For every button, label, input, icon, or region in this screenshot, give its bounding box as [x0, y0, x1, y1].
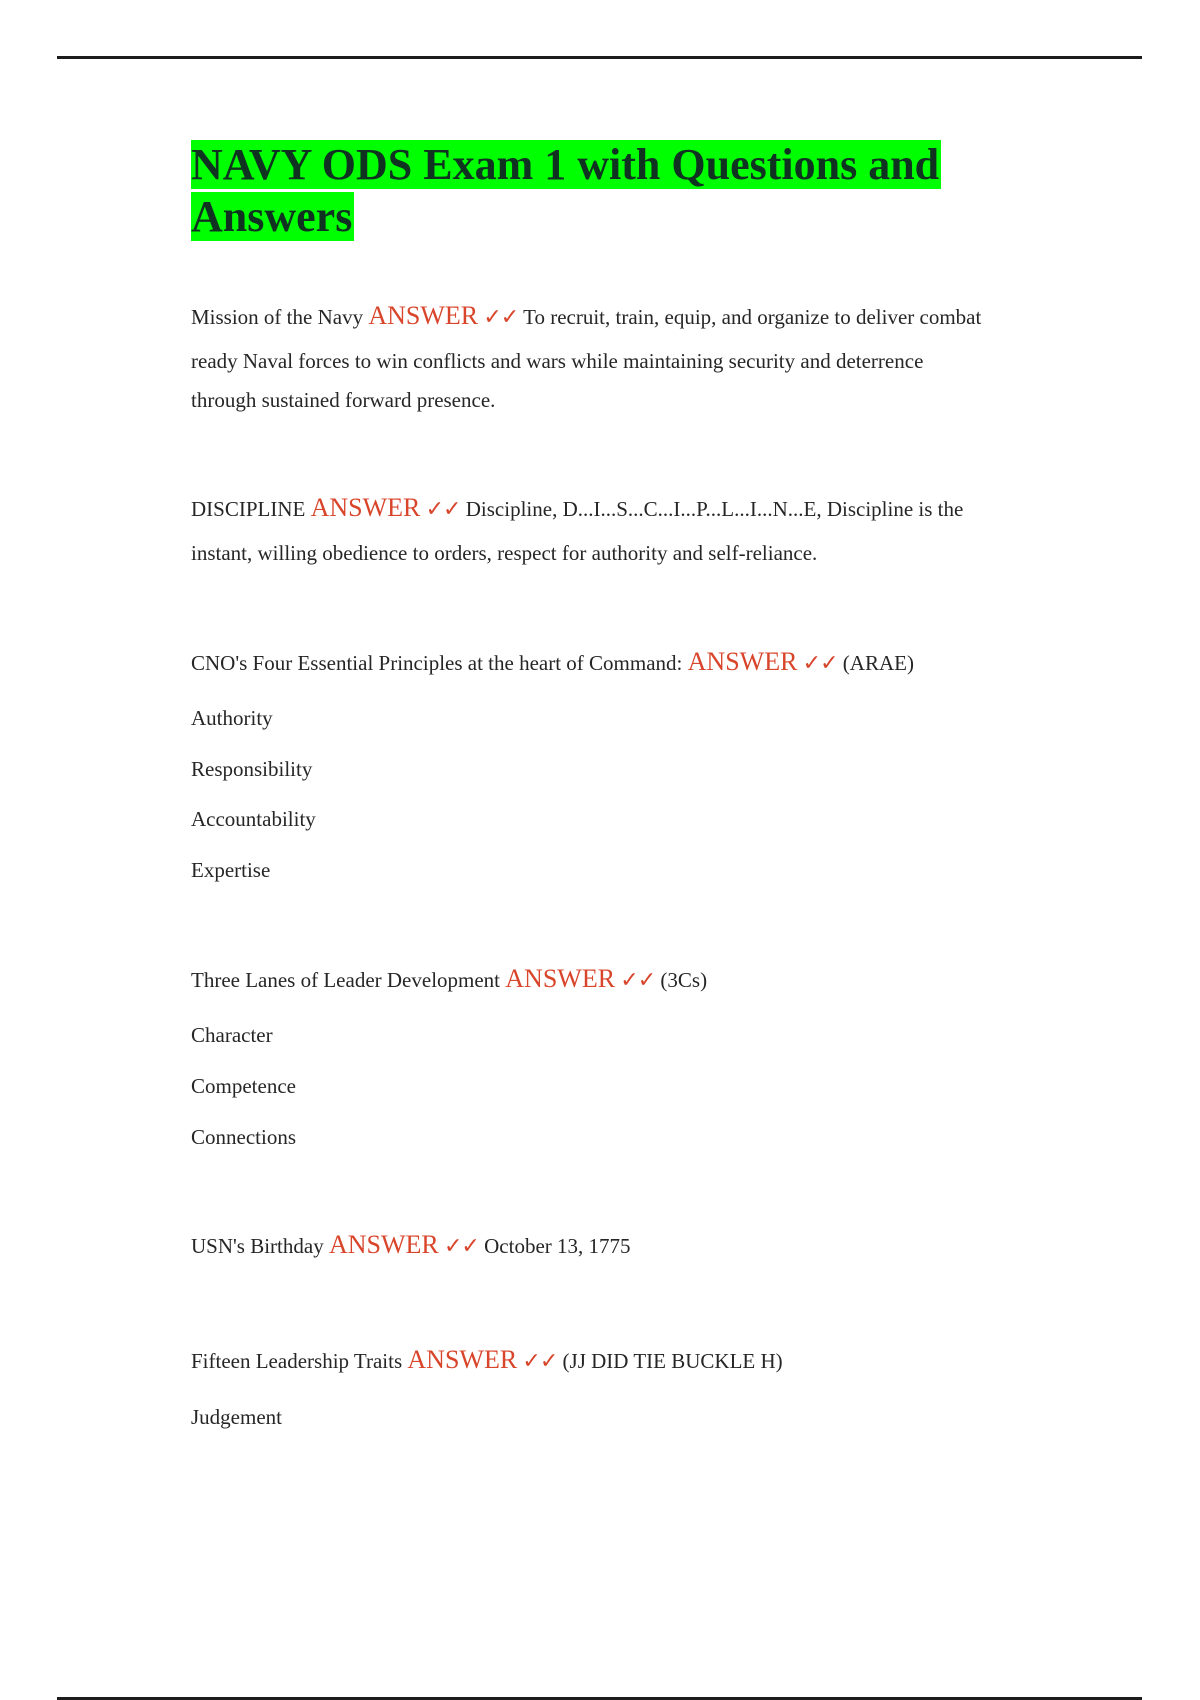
qa-mission-line1 — [191, 302, 981, 332]
answer-text: (ARAE) — [842, 651, 914, 675]
qa-discipline-line2: instant, willing obedience to orders, respect for authority and self-reliance. — [191, 541, 818, 565]
double-check-icon: ✓✓ — [483, 305, 519, 330]
answer-text: October 13, 1775 — [484, 1234, 631, 1258]
list-item: Connections — [191, 1125, 296, 1149]
question-text: Three Lanes of Leader Development — [191, 968, 501, 992]
list-item: Character — [191, 1023, 273, 1047]
answer-text: (JJ DID TIE BUCKLE H) — [562, 1349, 783, 1373]
list-item: Authority — [191, 706, 273, 730]
list-item: Responsibility — [191, 757, 313, 781]
answer-label: ANSWER — [505, 964, 616, 993]
question-text: Mission of the Navy — [191, 305, 364, 329]
answer-label: ANSWER — [687, 647, 798, 676]
question-text: CNO's Four Essential Principles at the heart of Command: — [191, 651, 683, 675]
qa-usn-birthday — [191, 1231, 631, 1261]
qa-cno-principles — [191, 648, 914, 678]
qa-leadership-traits — [191, 1346, 783, 1376]
answer-label: ANSWER — [407, 1345, 518, 1374]
document-title — [191, 139, 991, 243]
header-rule — [57, 56, 1142, 59]
title-highlight-line1: NAVY ODS Exam 1 with Questions and — [191, 140, 940, 189]
qa-mission-line2: ready Naval forces to win conflicts and wars while maintaining security and deterrence — [191, 349, 924, 373]
list-item: Judgement — [191, 1405, 282, 1429]
list-item: Competence — [191, 1074, 296, 1098]
question-text: Fifteen Leadership Traits — [191, 1349, 403, 1373]
title-highlight-line2: Answers — [191, 192, 353, 241]
list-item: Expertise — [191, 858, 271, 882]
question-text: DISCIPLINE — [191, 497, 306, 521]
double-check-icon: ✓✓ — [522, 1349, 558, 1374]
answer-label: ANSWER — [310, 493, 421, 522]
qa-leader-development — [191, 965, 707, 995]
double-check-icon: ✓✓ — [444, 1234, 479, 1259]
double-check-icon: ✓✓ — [425, 497, 461, 522]
answer-text: To recruit, train, equip, and organize to deliver combat — [523, 305, 982, 329]
list-item: Accountability — [191, 807, 316, 831]
answer-text: (3Cs) — [660, 968, 708, 992]
question-text: USN's Birthday — [191, 1234, 324, 1258]
answer-label: ANSWER — [328, 1230, 439, 1259]
double-check-icon: ✓✓ — [620, 968, 656, 993]
answer-text: Discipline, D...I...S...C...I...P...L...I...N...E, Discipline is the — [465, 497, 964, 521]
qa-discipline-line1 — [191, 494, 963, 524]
answer-label: ANSWER — [368, 301, 479, 330]
qa-mission-line3: through sustained forward presence. — [191, 388, 496, 412]
double-check-icon: ✓✓ — [802, 651, 838, 676]
